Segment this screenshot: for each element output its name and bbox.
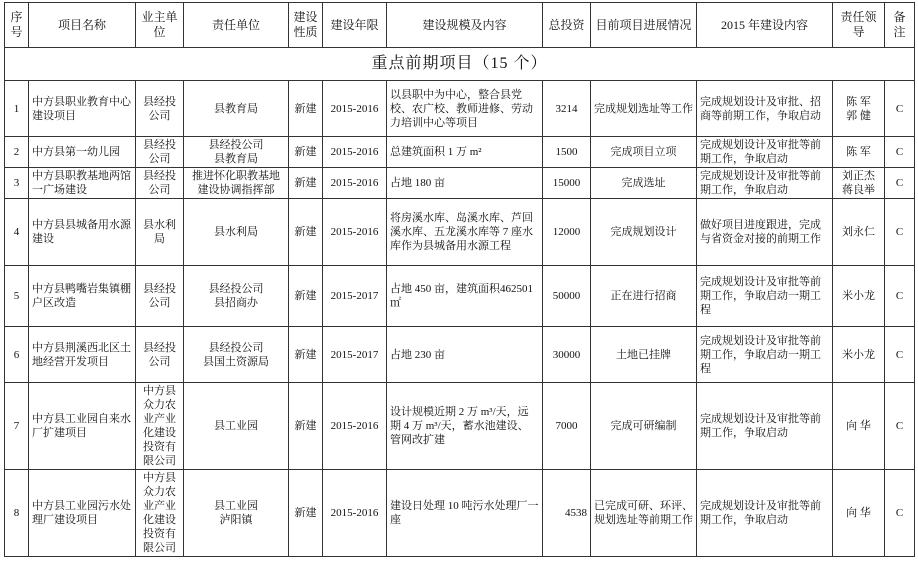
section-title: 重点前期项目（15 个） — [5, 48, 915, 81]
cell-years: 2015-2017 — [323, 266, 387, 327]
cell-plan: 完成规划设计及审批等前期工作，争取启动 — [697, 470, 833, 557]
cell-years: 2015-2017 — [323, 327, 387, 383]
cell-scale: 设计规模近期 2 万 m³/天，远期 4 万 m³/天，蓄水池建设、管网改扩建 — [387, 383, 543, 470]
cell-progress: 完成规划设计 — [591, 199, 697, 266]
cell-seq: 6 — [5, 327, 29, 383]
cell-name: 中方县荆溪西北区土地经营开发项目 — [29, 327, 136, 383]
header-invest: 总投资 — [543, 3, 591, 48]
cell-owner: 县经投公司 — [136, 168, 184, 199]
header-scale: 建设规模及内容 — [387, 3, 543, 48]
table-row — [5, 470, 915, 557]
header-name: 项目名称 — [29, 3, 136, 48]
cell-resp: 县经投公司 县招商办 — [184, 266, 289, 327]
cell-progress: 正在进行招商 — [591, 266, 697, 327]
cell-note: C — [885, 383, 915, 470]
table-row — [5, 81, 915, 137]
cell-resp: 县工业园 泸阳镇 — [184, 470, 289, 557]
project-table-sheet — [4, 2, 914, 565]
cell-note: C — [885, 81, 915, 137]
cell-nature: 新建 — [289, 327, 323, 383]
header-seq: 序号 — [5, 3, 29, 48]
cell-years: 2015-2016 — [323, 383, 387, 470]
cell-invest: 15000 — [543, 168, 591, 199]
cell-name: 中方县工业园自来水厂扩建项目 — [29, 383, 136, 470]
cell-invest: 12000 — [543, 199, 591, 266]
cell-name: 中方县职教基地两馆一广场建设 — [29, 168, 136, 199]
cell-name: 中方县工业园污水处理厂建设项目 — [29, 470, 136, 557]
cell-note: C — [885, 199, 915, 266]
cell-name: 中方县鸭嘴岩集镇棚户区改造 — [29, 266, 136, 327]
cell-owner: 中方县众力农业产业化建设投资有限公司 — [136, 470, 184, 557]
cell-invest: 1500 — [543, 137, 591, 168]
cell-leader: 刘永仁 — [833, 199, 885, 266]
cell-resp: 县经投公司 县国土资源局 — [184, 327, 289, 383]
cell-resp: 推进怀化职教基地建设协调指挥部 — [184, 168, 289, 199]
cell-resp: 县经投公司 县教育局 — [184, 137, 289, 168]
cell-note: C — [885, 470, 915, 557]
cell-owner: 县经投公司 — [136, 81, 184, 137]
cell-plan: 完成规划设计及审批等前期工作，争取启动 — [697, 137, 833, 168]
table-row — [5, 137, 915, 168]
cell-owner: 县经投公司 — [136, 137, 184, 168]
cell-invest: 30000 — [543, 327, 591, 383]
cell-nature: 新建 — [289, 137, 323, 168]
cell-plan: 完成规划设计及审批等前期工作，争取启动一期工程 — [697, 327, 833, 383]
cell-invest: 50000 — [543, 266, 591, 327]
cell-invest: 4538 — [543, 470, 591, 557]
cell-leader: 米小龙 — [833, 266, 885, 327]
cell-seq: 4 — [5, 199, 29, 266]
cell-plan: 完成规划设计及审批等前期工作，争取启动 — [697, 168, 833, 199]
cell-progress: 完成项目立项 — [591, 137, 697, 168]
header-owner: 业主单位 — [136, 3, 184, 48]
cell-seq: 8 — [5, 470, 29, 557]
cell-nature: 新建 — [289, 199, 323, 266]
cell-years: 2015-2016 — [323, 168, 387, 199]
cell-resp: 县水利局 — [184, 199, 289, 266]
project-table — [4, 2, 915, 557]
cell-years: 2015-2016 — [323, 470, 387, 557]
cell-nature: 新建 — [289, 470, 323, 557]
header-nature: 建设性质 — [289, 3, 323, 48]
cell-leader: 刘正杰 蒋良举 — [833, 168, 885, 199]
header-progress: 目前项目进展情况 — [591, 3, 697, 48]
cell-progress: 已完成可研、环评、规划选址等前期工作 — [591, 470, 697, 557]
table-row — [5, 383, 915, 470]
cell-plan: 做好项目进度跟进，完成与省资金对接的前期工作 — [697, 199, 833, 266]
cell-seq: 7 — [5, 383, 29, 470]
cell-plan: 完成规划设计及审批等前期工作，争取启动 — [697, 383, 833, 470]
cell-owner: 县水利局 — [136, 199, 184, 266]
cell-invest: 7000 — [543, 383, 591, 470]
cell-years: 2015-2016 — [323, 81, 387, 137]
header-leader: 责任领导 — [833, 3, 885, 48]
cell-seq: 3 — [5, 168, 29, 199]
cell-nature: 新建 — [289, 81, 323, 137]
cell-scale: 占地 180 亩 — [387, 168, 543, 199]
cell-plan: 完成规划设计及审批、招商等前期工作，争取启动 — [697, 81, 833, 137]
cell-leader: 米小龙 — [833, 327, 885, 383]
cell-progress: 完成规划选址等工作 — [591, 81, 697, 137]
cell-name: 中方县县城备用水源建设 — [29, 199, 136, 266]
table-row — [5, 327, 915, 383]
cell-leader: 陈 军 — [833, 137, 885, 168]
table-row — [5, 266, 915, 327]
cell-note: C — [885, 137, 915, 168]
cell-years: 2015-2016 — [323, 199, 387, 266]
table-row — [5, 168, 915, 199]
table-row — [5, 199, 915, 266]
cell-years: 2015-2016 — [323, 137, 387, 168]
cell-scale: 占地 450 亩，建筑面积462501 ㎡ — [387, 266, 543, 327]
cell-seq: 1 — [5, 81, 29, 137]
cell-resp: 县工业园 — [184, 383, 289, 470]
cell-resp: 县教育局 — [184, 81, 289, 137]
cell-leader: 向 华 — [833, 470, 885, 557]
cell-leader: 陈 军 郭 健 — [833, 81, 885, 137]
cell-note: C — [885, 266, 915, 327]
header-years: 建设年限 — [323, 3, 387, 48]
cell-nature: 新建 — [289, 383, 323, 470]
cell-scale: 总建筑面积 1 万 m² — [387, 137, 543, 168]
cell-nature: 新建 — [289, 168, 323, 199]
cell-scale: 以县职中为中心，整合县党校、农广校、教师进修、劳动力培训中心等项目 — [387, 81, 543, 137]
cell-progress: 完成可研编制 — [591, 383, 697, 470]
cell-scale: 将房溪水库、岛溪水库、芦回溪水库、五龙溪水库等 7 座水库作为县城备用水源工程 — [387, 199, 543, 266]
cell-nature: 新建 — [289, 266, 323, 327]
header-note: 备注 — [885, 3, 915, 48]
cell-seq: 5 — [5, 266, 29, 327]
cell-name: 中方县第一幼儿园 — [29, 137, 136, 168]
cell-plan: 完成规划设计及审批等前期工作，争取启动一期工程 — [697, 266, 833, 327]
cell-owner: 县经投公司 — [136, 266, 184, 327]
cell-progress: 土地已挂牌 — [591, 327, 697, 383]
cell-seq: 2 — [5, 137, 29, 168]
cell-invest: 3214 — [543, 81, 591, 137]
cell-owner: 中方县众力农业产业化建设投资有限公司 — [136, 383, 184, 470]
cell-note: C — [885, 168, 915, 199]
cell-name: 中方县职业教育中心建设项目 — [29, 81, 136, 137]
cell-note: C — [885, 327, 915, 383]
header-plan: 2015 年建设内容 — [697, 3, 833, 48]
cell-scale: 建设日处理 10 吨污水处理厂一座 — [387, 470, 543, 557]
cell-progress: 完成选址 — [591, 168, 697, 199]
cell-leader: 向 华 — [833, 383, 885, 470]
header-resp: 责任单位 — [184, 3, 289, 48]
section-row — [5, 48, 915, 81]
cell-scale: 占地 230 亩 — [387, 327, 543, 383]
header-row — [5, 3, 915, 48]
cell-owner: 县经投公司 — [136, 327, 184, 383]
